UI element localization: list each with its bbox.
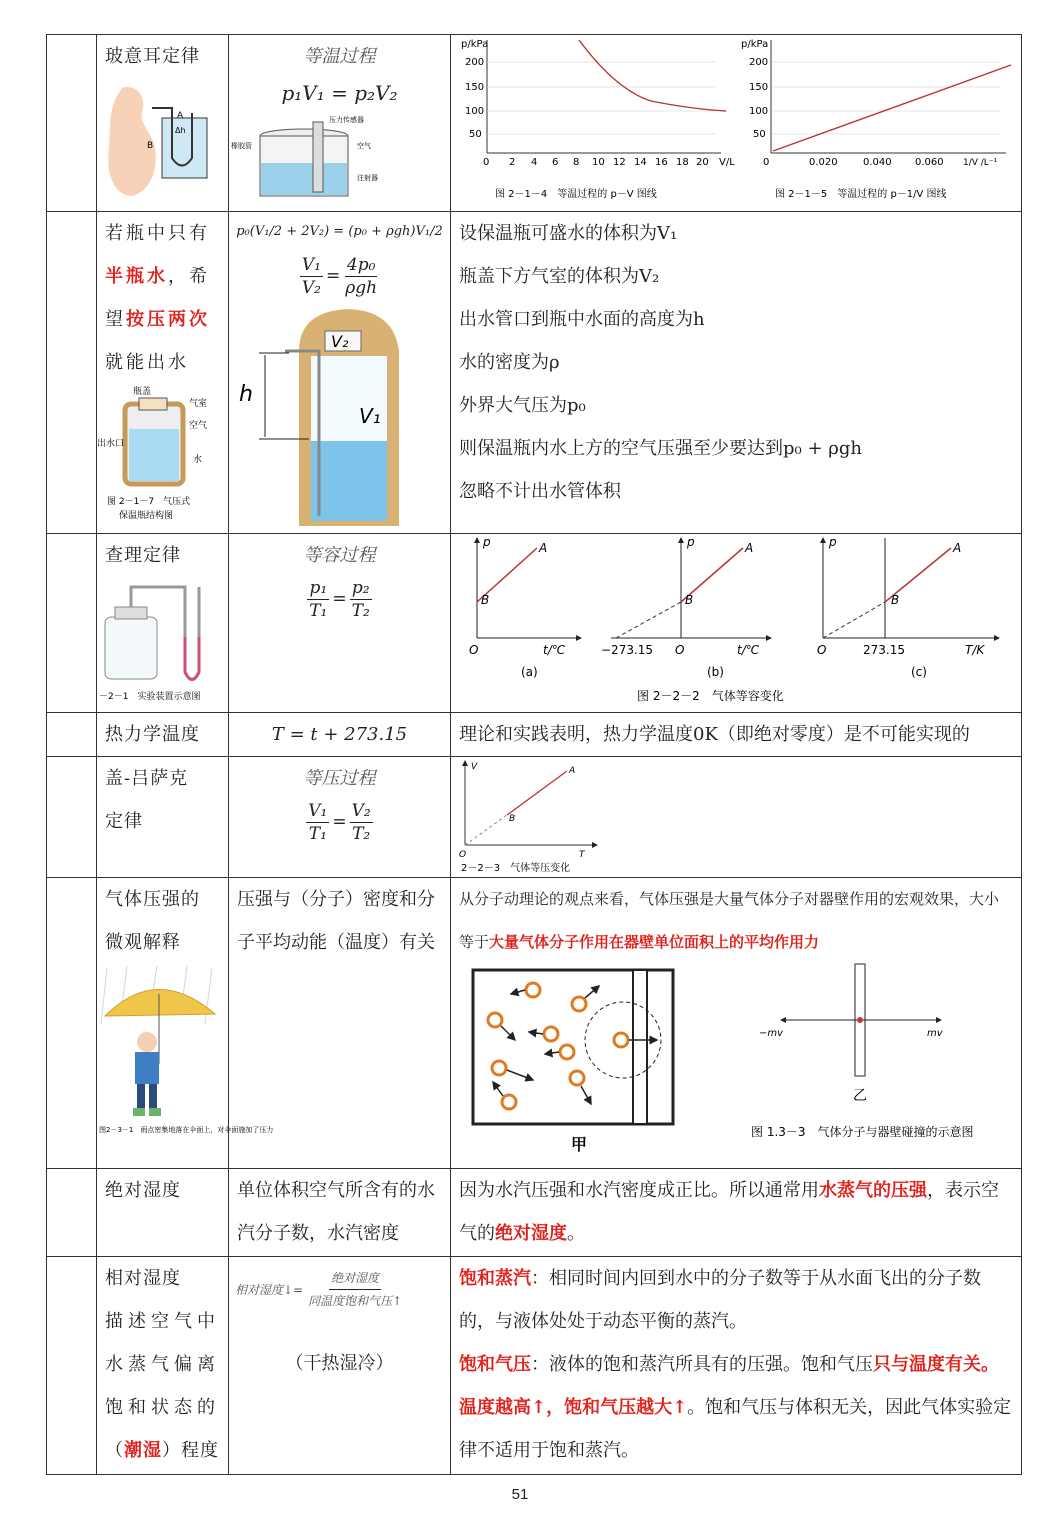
- label-air: 空气: [189, 421, 208, 431]
- blank-cell: [47, 757, 97, 878]
- label-h: h: [239, 382, 253, 407]
- charles-formula: $\frac{\text{p₁}}{\text{T₁}}$ = $\frac{\text{p₂}}{\text{T₂}}$: [309, 578, 370, 621]
- law-name-2: 微观解释: [105, 932, 181, 953]
- paren: （: [105, 1440, 124, 1461]
- breath-figure: [97, 78, 217, 198]
- ratio-rden: ρgh: [345, 278, 378, 298]
- question-text: [97, 212, 228, 384]
- explain-cell: [451, 713, 1022, 757]
- thermos-caption-2: 保温瓶结构图: [119, 511, 174, 521]
- blank-cell: [47, 35, 97, 212]
- xtick: 0: [763, 157, 770, 168]
- name-cell: [97, 534, 229, 713]
- rel-desc: [97, 1429, 228, 1472]
- term-red: 只与温度有关。温度越高↑，饱和气压越大↑: [459, 1354, 999, 1418]
- term-text: 。饱和气压与体积无关，因此气体实验定律不适用于饱和蒸汽。: [459, 1397, 1012, 1461]
- formula-cell: [229, 1257, 451, 1475]
- flask-figure: [97, 577, 225, 705]
- name-cell: [97, 1169, 229, 1257]
- ytick: 100: [749, 106, 769, 117]
- label-v1: V₁: [359, 404, 381, 428]
- origin: O: [817, 643, 827, 657]
- blank-cell: [47, 713, 97, 757]
- pinv-ylabel: p/kPa: [741, 39, 769, 50]
- formula-cell: [229, 1169, 451, 1257]
- thermos-small-figure: [97, 384, 225, 524]
- process-name: 等温过程: [303, 46, 376, 67]
- xtick: 0: [483, 157, 490, 168]
- xtick: 0.040: [863, 157, 892, 168]
- thermos-equation: p₀(V₁/2 + 2V₂) = (p₀ + ρgh)V₁/2: [236, 224, 443, 239]
- explain-red: 绝对湿度: [495, 1223, 567, 1244]
- chart-c: [817, 535, 999, 679]
- axis-t: t/℃: [737, 643, 760, 657]
- axis-t: t/℃: [543, 643, 566, 657]
- point-b: B: [481, 593, 490, 607]
- rel-red: 潮湿: [124, 1440, 162, 1461]
- explain-cell: [451, 878, 1022, 1169]
- rel-name: 相对湿度: [105, 1268, 181, 1289]
- thermos-caption-1: 图 2－1－7 气压式: [107, 497, 191, 507]
- svg-text:A: A: [177, 111, 184, 121]
- law-name-2: 定律: [105, 811, 143, 832]
- ytick: 50: [753, 129, 766, 140]
- xtick: 4: [531, 157, 538, 168]
- sub-label-c: (c): [911, 665, 927, 679]
- frac-num: V₂: [351, 801, 371, 821]
- xtick: 14: [634, 157, 647, 168]
- frac-den: T₁: [308, 824, 327, 844]
- pv-charts: [451, 35, 1021, 207]
- blank-cell: [47, 1257, 97, 1475]
- axis-p: p: [687, 535, 695, 549]
- chart-a: [469, 535, 581, 679]
- ytick: 200: [749, 57, 769, 68]
- label-cap: 瓶盖: [133, 387, 152, 397]
- blank-cell: [47, 212, 97, 534]
- blank-cell: [47, 878, 97, 1169]
- point-b: B: [509, 814, 516, 824]
- label-air: 空气: [357, 142, 371, 150]
- ytick: 150: [749, 82, 769, 93]
- xtick: 2: [509, 157, 516, 168]
- abs-def: 单位体积空气所含有的水汽分子数，水汽密度: [237, 1180, 435, 1244]
- svg-text:B: B: [147, 141, 154, 151]
- gay-lussac-formula: $\frac{\text{V₁}}{\text{T₁}}$ = $\frac{\text{V₂}}{\text{T₂}}$: [308, 801, 371, 844]
- chart-cell: [451, 757, 1022, 878]
- q-red: 半瓶水: [105, 266, 168, 287]
- frac-num: V₁: [308, 801, 328, 821]
- thermos-ratio: $\frac{\text{V₁}}{\text{V₂}}$ = $\frac{\text{4p₀}}{\text{ρgh}}$: [301, 255, 378, 298]
- ytick: 150: [465, 82, 485, 93]
- row-gay-lussac: [47, 757, 1022, 878]
- q-red: 按压两次: [126, 309, 210, 330]
- name-cell: [97, 212, 229, 534]
- label-neg-mv: −mv: [759, 1028, 784, 1039]
- rel-note: （干热湿冷）: [285, 1353, 394, 1374]
- term-red: 饱和气压: [459, 1354, 531, 1375]
- q-part: 若瓶中只有: [105, 223, 210, 244]
- rel-formula: [229, 1257, 450, 1322]
- name-cell: [97, 757, 229, 878]
- ratio-num: V₁: [301, 255, 321, 275]
- law-name-1: 盖-吕萨克: [105, 768, 189, 789]
- xtick: 20: [696, 157, 709, 168]
- origin: O: [469, 643, 479, 657]
- law-name: 热力学温度: [105, 724, 200, 745]
- axis-T: T/K: [965, 643, 985, 657]
- row-charles: [47, 534, 1022, 713]
- kelvin-label: 273.15: [863, 643, 905, 657]
- point-a: A: [569, 766, 576, 776]
- point-b: B: [685, 593, 694, 607]
- pressure-factors: 压强与（分子）密度和分子平均动能（温度）有关: [237, 889, 435, 953]
- saturated-vapor: [451, 1257, 1021, 1343]
- axis-p: p: [829, 535, 837, 549]
- explain-line: 设保温瓶可盛水的体积为V₁: [459, 223, 678, 244]
- explain-line: 出水管口到瓶中水面的高度为h: [459, 309, 705, 330]
- explain-line: 瓶盖下方气室的体积为V₂: [459, 266, 660, 287]
- xtick: 10: [592, 157, 605, 168]
- law-name: 绝对湿度: [105, 1180, 181, 1201]
- isobaric-caption: 2－2－3 气体等压变化: [461, 863, 571, 874]
- xtick: 6: [552, 157, 559, 168]
- p-invV-chart: [741, 39, 1011, 200]
- blank-cell: [47, 1169, 97, 1257]
- pinv-caption: 图 2－1－5 等温过程的 p－1/V 图线: [775, 189, 947, 200]
- rel-desc: 饱和状态的: [105, 1397, 220, 1418]
- row-thermo-temp: [47, 713, 1022, 757]
- rel-desc: 水蒸气偏离: [105, 1354, 220, 1375]
- label-jia: 甲: [571, 1135, 588, 1154]
- formula-cell: [229, 713, 451, 757]
- ytick: 50: [469, 129, 482, 140]
- ytick: 100: [465, 106, 485, 117]
- formula-cell: [229, 534, 451, 713]
- blank-cell: [47, 534, 97, 713]
- label-water: 水: [193, 455, 203, 465]
- chart-cell: [451, 35, 1022, 212]
- sub-label-b: (b): [707, 665, 724, 679]
- abs-explain: [451, 1169, 1021, 1255]
- explain-text: ，表示空气的: [459, 1180, 999, 1244]
- explain-cell: [451, 1169, 1022, 1257]
- name-cell: [97, 713, 229, 757]
- name-cell: [97, 35, 229, 212]
- process-name: 等压过程: [303, 768, 376, 789]
- isochoric-caption: 图 2－2－2 气体等容变化: [637, 689, 784, 703]
- umbrella-figure: [97, 964, 274, 1150]
- isochoric-charts: [451, 534, 1021, 708]
- molecule-figure: [451, 964, 1015, 1164]
- flask-caption: －2－1 实验装置示意图: [99, 692, 201, 702]
- ytick: 200: [465, 57, 485, 68]
- temp-text: 理论和实践表明，热力学温度0K（即绝对零度）是不可能实现的: [459, 724, 970, 745]
- pv-chart: [461, 39, 735, 200]
- thermos-large-figure: [229, 301, 449, 529]
- frac-num: p₁: [309, 578, 328, 598]
- saturated-pressure: [451, 1343, 1021, 1472]
- row-micro-pressure: [47, 878, 1022, 1169]
- label-yi: 乙: [853, 1088, 867, 1104]
- row-thermos: [47, 212, 1022, 534]
- isobaric-chart: [451, 757, 651, 873]
- explain-line: 则保温瓶内水上方的空气压强至少要达到p₀ + ρgh: [459, 438, 862, 459]
- formula-cell: [229, 757, 451, 878]
- formula-cell: [229, 212, 451, 534]
- chart-b: [601, 535, 771, 679]
- umbrella-caption: 图2－3－1 雨点密集地落在伞面上，对伞面施加了压力: [99, 1126, 274, 1134]
- explain-cell: [451, 212, 1022, 534]
- explain-text: 从分子动理论的观点来看，气体压强是大量气体分子对器壁作用的宏观效果，大小等于: [459, 890, 1000, 951]
- point-a: A: [745, 541, 754, 555]
- term-text: ：液体的饱和蒸汽所具有的压强。饱和气压: [531, 1354, 873, 1375]
- syringe-figure: [229, 108, 449, 204]
- molecule-caption: 图 1.3－3 气体分子与器壁碰撞的示意图: [751, 1125, 974, 1139]
- frac-den: T₁: [309, 601, 328, 621]
- sub-label-a: (a): [521, 665, 538, 679]
- formula-den: 同温度饱和气压↑: [308, 1294, 403, 1308]
- label-v2: V₂: [331, 332, 349, 351]
- row-rel-humidity: [47, 1257, 1022, 1475]
- label-syringe: 注射器: [357, 174, 378, 182]
- pressure-explain: [451, 878, 1021, 964]
- term-text: ：相同时间内回到水中的分子数等于从水面飞出的分子数的，与液体处处于动态平衡的蒸汽。: [459, 1268, 981, 1332]
- term-red: 饱和蒸汽: [459, 1268, 531, 1289]
- xtick: 18: [676, 157, 689, 168]
- zero-kelvin-label: −273.15: [601, 643, 654, 657]
- ratio-rnum: 4p₀: [346, 255, 376, 275]
- explain-cell: [451, 1257, 1022, 1475]
- chart-cell: [451, 534, 1022, 713]
- label-sensor: 压力传感器: [329, 116, 364, 124]
- explain-line: 忽略不计出水管体积: [459, 481, 621, 502]
- pinv-xlabel: 1/V /L⁻¹: [963, 158, 998, 168]
- axis-p: p: [483, 535, 491, 549]
- xtick: 0.060: [915, 157, 944, 168]
- formula-cell: [229, 35, 451, 212]
- name-cell: [97, 878, 274, 1169]
- boyle-formula: p₁V₁ = p₂V₂: [281, 81, 398, 105]
- label-chamber: 气室: [189, 399, 208, 409]
- explain-text: 因为水汽压强和水汽密度成正比。所以通常用: [459, 1180, 819, 1201]
- axis-T: T: [579, 850, 585, 860]
- q-part: ，希望: [105, 266, 210, 330]
- explain-line: 外界大气压为p₀: [459, 395, 586, 416]
- xtick: 0.020: [809, 157, 838, 168]
- page-number: 51: [511, 1486, 529, 1503]
- frac-num: p₂: [351, 578, 370, 598]
- explain-red: 水蒸气的压强: [819, 1180, 927, 1201]
- process-name: 等容过程: [303, 545, 376, 566]
- ratio-den: V₂: [301, 278, 321, 298]
- xtick: 8: [573, 157, 580, 168]
- origin: O: [675, 643, 685, 657]
- temp-formula: T = t + 273.15: [271, 724, 408, 745]
- name-cell: [97, 1257, 229, 1475]
- point-a: A: [539, 541, 548, 555]
- row-abs-humidity: [47, 1169, 1022, 1257]
- point-a: A: [953, 541, 962, 555]
- xtick: 16: [655, 157, 668, 168]
- q-part: 就能出水: [105, 352, 189, 373]
- formula-cell: [229, 878, 451, 1169]
- label-tube: 橡胶管: [231, 142, 252, 150]
- frac-den: T₂: [352, 824, 371, 844]
- explain-text: 。: [567, 1223, 585, 1244]
- label-outlet: 出水口: [97, 439, 125, 449]
- law-name: 查理定律: [105, 545, 181, 566]
- frac-den: T₂: [351, 601, 370, 621]
- explain-red: 大量气体分子作用在器壁单位面积上的平均作用力: [489, 933, 820, 951]
- formula-left: 相对湿度↓=: [235, 1283, 304, 1297]
- xtick: 12: [613, 157, 626, 168]
- row-boyle: [47, 35, 1022, 212]
- label-mv: mv: [927, 1028, 943, 1039]
- explain-line: 水的密度为ρ: [459, 352, 560, 373]
- pv-xlabel: V/L: [719, 157, 735, 168]
- origin: O: [459, 850, 467, 860]
- formula-num: 绝对湿度: [329, 1267, 381, 1290]
- law-name-1: 气体压强的: [105, 889, 200, 910]
- pv-caption: 图 2－1－4 等温过程的 p－V 图线: [495, 189, 657, 200]
- knowledge-table: [46, 34, 1022, 1475]
- axis-v: V: [471, 762, 478, 772]
- paren: ）程度: [162, 1440, 219, 1461]
- law-name: 玻意耳定律: [105, 46, 200, 67]
- svg-text:Δh: Δh: [175, 126, 186, 135]
- point-b: B: [891, 593, 900, 607]
- rel-desc: 描述空气中: [105, 1311, 220, 1332]
- pv-ylabel: p/kPa: [461, 39, 489, 50]
